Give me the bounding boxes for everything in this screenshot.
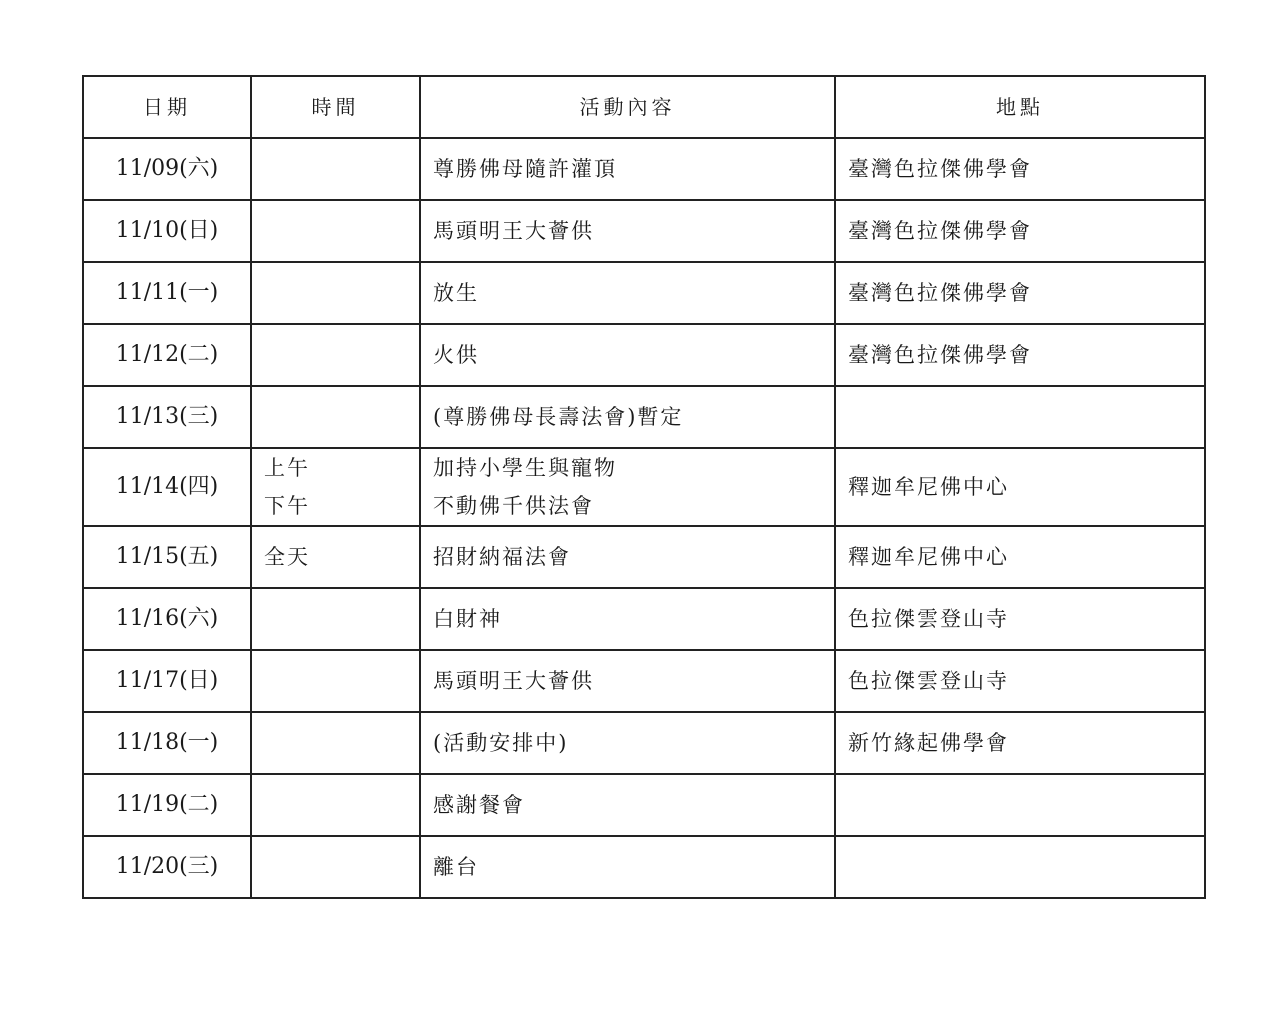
date-cell: 11/15(五) (83, 526, 251, 588)
location-cell: 臺灣色拉傑佛學會 (835, 324, 1205, 386)
time-cell (251, 836, 420, 898)
location-cell (835, 836, 1205, 898)
time-cell (251, 774, 420, 836)
activity-cell (420, 712, 835, 774)
date-cell: 11/11(一) (83, 262, 251, 324)
table-row (83, 448, 1205, 526)
header-date: 日期 (83, 76, 251, 138)
activity-cell (420, 836, 835, 898)
location-cell (835, 386, 1205, 448)
activity-cell (420, 448, 835, 526)
table-row (83, 650, 1205, 712)
table-row (83, 262, 1205, 324)
activity-line: 尊勝佛母隨許灌頂 (433, 157, 617, 181)
activity-line: 加持小學生與寵物 (433, 456, 617, 480)
activity-cell (420, 262, 835, 324)
activity-cell (420, 774, 835, 836)
location-cell: 臺灣色拉傑佛學會 (835, 262, 1205, 324)
header-time: 時間 (251, 76, 420, 138)
time-cell (251, 138, 420, 200)
time-cell (251, 448, 420, 526)
table-row (83, 138, 1205, 200)
activity-line: 不動佛千供法會 (433, 494, 594, 518)
table-row (83, 774, 1205, 836)
time-cell (251, 386, 420, 448)
table-row (83, 200, 1205, 262)
table-row (83, 712, 1205, 774)
location-cell: 新竹緣起佛學會 (835, 712, 1205, 774)
activity-line: 招財納福法會 (433, 545, 571, 569)
activity-line: 白財神 (433, 607, 502, 631)
activity-line: 放生 (433, 281, 479, 305)
date-cell: 11/16(六) (83, 588, 251, 650)
header-location: 地點 (835, 76, 1205, 138)
date-cell: 11/14(四) (83, 448, 251, 526)
date-cell: 11/12(二) (83, 324, 251, 386)
location-cell: 釋迦牟尼佛中心 (835, 526, 1205, 588)
schedule-table (82, 75, 1206, 899)
time-line: 上午 (264, 456, 310, 480)
time-cell (251, 262, 420, 324)
location-cell: 臺灣色拉傑佛學會 (835, 138, 1205, 200)
date-cell: 11/17(日) (83, 650, 251, 712)
location-cell: 色拉傑雲登山寺 (835, 650, 1205, 712)
date-cell: 11/10(日) (83, 200, 251, 262)
date-cell: 11/13(三) (83, 386, 251, 448)
activity-cell (420, 650, 835, 712)
time-line: 全天 (264, 545, 310, 569)
activity-cell (420, 324, 835, 386)
time-cell (251, 588, 420, 650)
location-cell: 臺灣色拉傑佛學會 (835, 200, 1205, 262)
table-row (83, 836, 1205, 898)
activity-cell (420, 526, 835, 588)
time-line: 下午 (264, 494, 310, 518)
location-cell (835, 774, 1205, 836)
activity-line: (活動安排中) (433, 731, 569, 755)
activity-line: 火供 (433, 343, 479, 367)
activity-cell (420, 386, 835, 448)
time-cell (251, 650, 420, 712)
table-row (83, 588, 1205, 650)
activity-line: 馬頭明王大薈供 (433, 669, 594, 693)
date-cell: 11/20(三) (83, 836, 251, 898)
activity-line: (尊勝佛母長壽法會)暫定 (433, 405, 684, 429)
time-cell (251, 324, 420, 386)
location-cell: 釋迦牟尼佛中心 (835, 448, 1205, 526)
time-cell (251, 200, 420, 262)
date-cell: 11/19(二) (83, 774, 251, 836)
time-cell (251, 526, 420, 588)
table-row (83, 324, 1205, 386)
date-cell: 11/18(一) (83, 712, 251, 774)
activity-cell (420, 200, 835, 262)
activity-cell (420, 588, 835, 650)
table-row (83, 386, 1205, 448)
activity-line: 感謝餐會 (433, 793, 525, 817)
time-cell (251, 712, 420, 774)
location-cell: 色拉傑雲登山寺 (835, 588, 1205, 650)
header-activity: 活動內容 (420, 76, 835, 138)
date-cell: 11/09(六) (83, 138, 251, 200)
table-header-row (83, 76, 1205, 138)
table-row (83, 526, 1205, 588)
activity-cell (420, 138, 835, 200)
activity-line: 離台 (433, 855, 479, 879)
activity-line: 馬頭明王大薈供 (433, 219, 594, 243)
